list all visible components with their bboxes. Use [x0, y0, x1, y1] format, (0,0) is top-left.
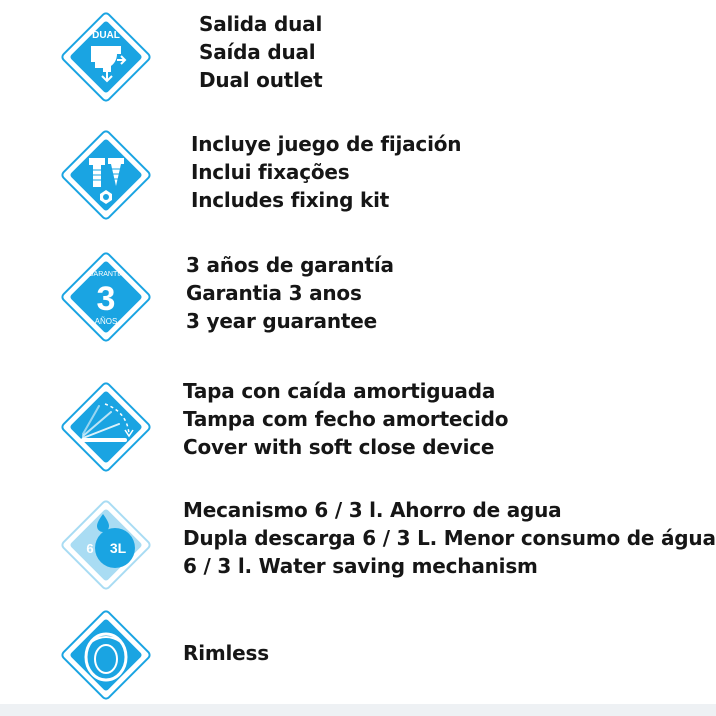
feature-guarantee [0, 240, 716, 350]
feature-fixing-kit [0, 118, 716, 228]
feature-line: 6 / 3 l. Water saving mechanism [183, 554, 538, 578]
feature-water-saving [0, 488, 716, 598]
feature-line: Garantia 3 anos [186, 281, 362, 305]
feature-line: Rimless [183, 641, 269, 665]
svg-text:GARANTÍA: GARANTÍA [88, 271, 124, 278]
feature-rimless [0, 602, 716, 712]
feature-line: Includes fixing kit [191, 188, 390, 212]
feature-line: Saída dual [199, 40, 316, 64]
dual-outlet-icon [53, 4, 159, 110]
rimless-icon [53, 602, 159, 708]
bottom-strip [0, 704, 716, 716]
svg-text:6: 6 [86, 541, 94, 556]
feature-line: 3 años de garantía [186, 253, 394, 277]
feature-line: Dupla descarga 6 / 3 L. Menor consumo de água [183, 526, 716, 550]
feature-line: Mecanismo 6 / 3 l. Ahorro de agua [183, 498, 562, 522]
svg-text:AÑOS: AÑOS [94, 317, 118, 326]
svg-text:3L: 3L [109, 540, 127, 556]
soft-close-icon [53, 374, 159, 480]
svg-text:DUAL: DUAL [92, 30, 120, 41]
feature-line: Tapa con caída amortiguada [183, 379, 496, 403]
feature-dual-outlet [0, 0, 716, 110]
water-saving-icon [53, 492, 159, 598]
feature-line: Tampa com fecho amortecido [183, 407, 509, 431]
guarantee-icon [53, 244, 159, 350]
feature-line: Incluye juego de fijación [191, 132, 462, 156]
feature-line: Cover with soft close device [183, 435, 495, 459]
svg-text:3: 3 [96, 280, 116, 318]
feature-line: Salida dual [199, 12, 323, 36]
feature-line: Dual outlet [199, 68, 323, 92]
feature-line: 3 year guarantee [186, 309, 377, 333]
fixing-kit-icon [53, 122, 159, 228]
feature-soft-close [0, 370, 716, 480]
feature-line: Inclui fixações [191, 160, 350, 184]
